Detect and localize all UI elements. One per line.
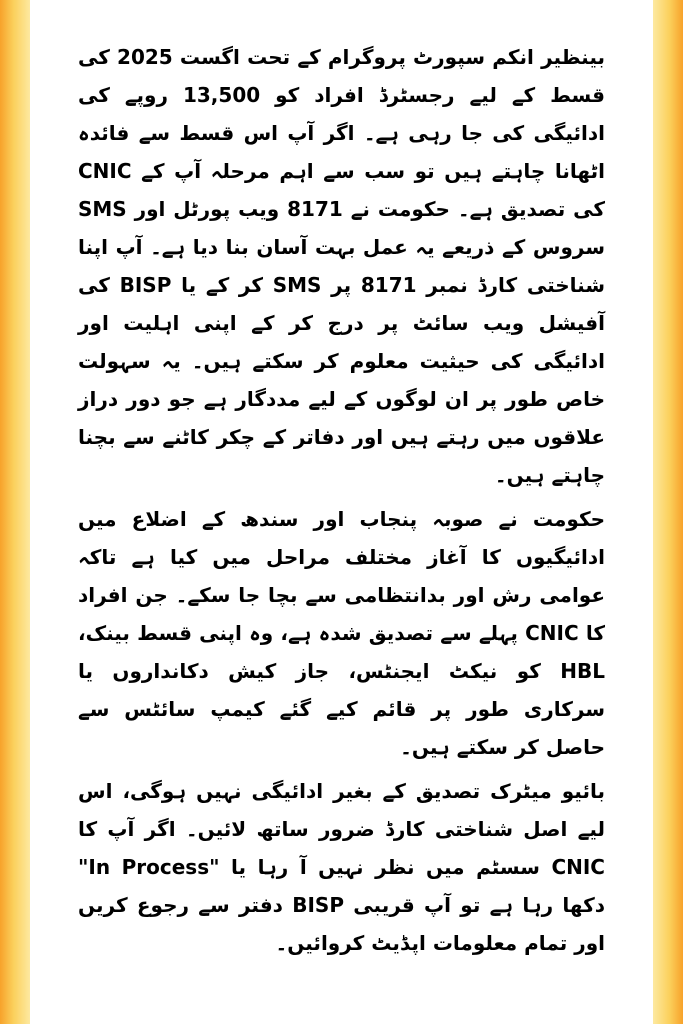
decorative-border-left <box>0 0 30 1024</box>
decorative-border-right <box>653 0 683 1024</box>
article-paragraph: بائیو میٹرک تصدیق کے بغیر ادائیگی نہیں ہوگی، اس لیے اصل شناختی کارڈ ضرور ساتھ لائیں۔ اگر آپ کا CNIC سسٹم میں نظر نہیں آ رہا یا "In Process" دکھا رہا ہے تو آپ قریبی BISP دفتر سے رجوع کریں اور تمام معلومات اپڈیٹ کروائیں۔ <box>78 779 605 955</box>
article-paragraph: حکومت نے صوبہ پنجاب اور سندھ کے اضلاع میں ادائیگیوں کا آغاز مختلف مراحل میں کیا ہے تاکہ عوامی رش اور بدانتظامی سے بچا جا سکے۔ جن افراد کا CNIC پہلے سے تصدیق شدہ ہے، وہ اپنی قسط بینک، HBL کو نیکٹ ایجنٹس، جاز کیش دکانداروں یا سرکاری طور پر قائم کیے گئے کیمپ سائٹس سے حاصل کر سکتے ہیں۔ <box>78 507 605 759</box>
article-paragraph: بینظیر انکم سپورٹ پروگرام کے تحت اگست 2025 کی قسط کے لیے رجسٹرڈ افراد کو 13,500 روپے کی ادائیگی کی جا رہی ہے۔ اگر آپ اس قسط سے فائدہ اٹھانا چاہتے ہیں تو سب سے اہم مرحلہ آپ کے CNIC کی تصدیق ہے۔ حکومت نے 8171 ویب پورٹل اور SMS سروس کے ذریعے یہ عمل بہت آسان بنا دیا ہے۔ آپ اپنا شناختی کارڈ نمبر 8171 پر SMS کر کے یا BISP کی آفیشل ویب سائٹ پر درج کر کے اپنی اہلیت اور ادائیگی کی حیثیت معلوم کر سکتے ہیں۔ یہ سہولت خاص طور پر ان لوگوں کے لیے مددگار ہے جو دور دراز علاقوں میں رہتے ہیں اور دفاتر کے چکر کاٹنے سے بچنا چاہتے ہیں۔ <box>78 45 605 487</box>
article-body <box>78 38 605 1014</box>
